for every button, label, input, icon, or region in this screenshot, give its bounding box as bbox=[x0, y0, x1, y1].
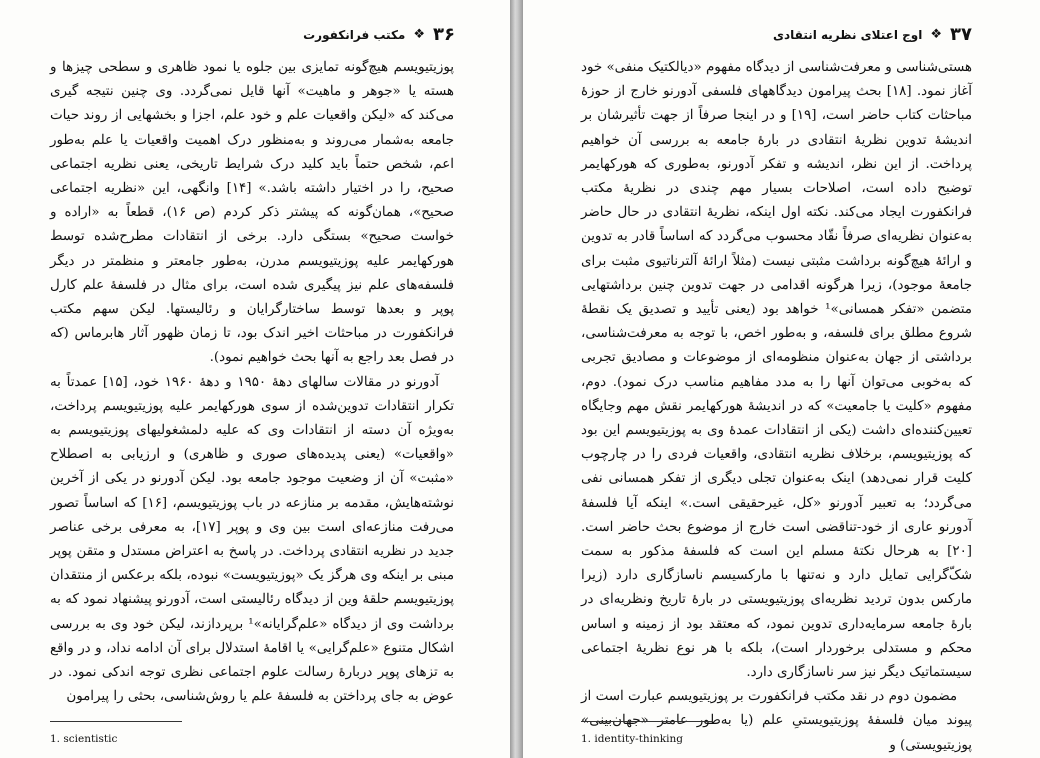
page-body bbox=[50, 56, 454, 709]
footnote-rule bbox=[581, 721, 713, 722]
paragraph: هستی‌شناسی و معرفت‌شناسی از دیدگاه مفهوم «دیالکتیک منفی» خود آغاز نمود. [۱۸] بحث پیرامون دیدگاههای فلسفی آدورنو خارج از حوزهٔ مباحثات کتاب حاضر است، [۱۹] و در اینجا صرفاً از جهت تأثیرشان بر اندیشهٔ تدوین نظریهٔ انتقادی در بارهٔ جامعه به بررسی آن خواهیم پرداخت. از این نظر، اندیشه و تفکر آدورنو، به‌طوری که هورکهایمر توضیح داده است، اصلاحات بسیار مهم چندی در نظریهٔ مکتب فرانکفورت ایجاد می‌کند. نکته اول اینکه، نظریهٔ انتقادی در حال حاضر به‌عنوان نظریه‌ای صرفاً نقّاد محسوب می‌گردد که اساساً قادر به تدوین و ارائهٔ هیچ‌گونه برداشت مثبتی نیست (مثلاً ارائهٔ آلترناتیوی مثبت برای جامعهٔ موجود)، زیرا هرگونه اقدامی در جهت تدوین چنین برداشتهایی متضمن «تفکر همسانی»¹ خواهد بود (یعنی تأیید و تصدیق یک نقطهٔ شروع مطلق برای فلسفه، و به‌طور اخص، با توجه به معرفت‌شناسی، برداشتی از جهان به‌عنوان منظومه‌ای از موضوعات و مصادیق تجربی که به‌خوبی می‌توان آنها را به مدد مفاهیم مناسب درک نمود). دوم، مفهوم «کلیت یا جامعیت» که در اندیشهٔ هورکهایمر نقش مهم وجایگاه تعیین‌کننده‌ای داشت (یکی از انتقادات عمدهٔ وی به پوزیتیویسم این بود که پوزیتیویسم، برخلاف نظریه انتقادی، واقعیات فردی را در چارچوب کلیت قرار نمی‌دهد) اینک به‌عنوان تجلی دیگری از تفکر همسانی نفی می‌گردد؛ به تعبیر آدورنو «کل، غیرحقیقی است.» اینکه آیا فلسفهٔ آدورنو عاری از خود-تناقضی است خارج از موضوع بحث حاضر است. [۲۰] به هرحال نکتهٔ مسلم این است که فلسفهٔ مذکور به سمت شکّ‌گرایی تمایل دارد و نه‌تنها با مارکسیسم ناسازگاری دارد (زیرا مارکس بدون تردید نظریه‌ای پوزیتیویستی در بارهٔ تاریخ ونظریه‌ای در بارهٔ جامعه سرمایه‌داری تدوین نمود، که معتقد بود از زمینه و اساس محکم و مستدلی برخوردار است)، بلکه با هر نوع نظریهٔ اجتماعی سیستماتیک دیگر نیز سر ناسازگاری دارد. bbox=[581, 60, 972, 681]
footnote: 1. identity-thinking bbox=[581, 733, 683, 745]
paragraph: آدورنو در مقالات سالهای دههٔ ۱۹۵۰ و دههٔ ۱۹۶۰ خود، [۱۵] عمدتاً به تکرار انتقادات تدوین‌شده از سوی هورکهایمر علیه پوزیتیویسم پرداخت، به‌ویژه آن دسته از انتقادات وی که علیه دلمشغولیهای پوزیتیویسم به «واقعیات» (یعنی پدیده‌های صوری و ظاهری) و ارزیابی به اصطلاح «مثبت» آن از وضعیت موجود جامعه بود. لیکن آدورنو در یکی از آخرین نوشته‌هایش، مقدمه بر منازعه در باب پوزیتیویسم، [۱۶] که اساساً تصور می‌رفت منازعه‌ای است بین وی و پوپر [۱۷]، به معرفی برخی عناصر جدید در نظریه انتقادی پرداخت. در پاسخ به اعتراض مستدل و متقن پوپر مبنی بر اینکه وی هرگز یک «پوزیتیویست» نبوده، بلکه برعکس از منتقدان پوزیتیویسم حلقهٔ وین از دیدگاه رئالیستی است، آدورنو پیشنهاد نمود که به برداشت وی از دیدگاه «علم‌گرایانه»¹ برپردازند، لیکن خود وی به بررسی اشکال متنوع «علم‌گرایی» یا اقامهٔ استدلال برای آن ادامه نداد، و در واقع به تزهای پوپر دربارهٔ رسالت علوم اجتماعی نظری توجه اندکی نمود. در عوض به جای پرداختن به فلسفهٔ علم یا روش‌شناسی، بحثی را پیرامون bbox=[50, 374, 455, 705]
page-number: ۳۶ bbox=[433, 24, 455, 45]
four-diamond-ornament-icon: ❖ bbox=[930, 27, 943, 42]
page-number: ۳۷ bbox=[950, 24, 972, 45]
left-page bbox=[0, 0, 510, 758]
paragraph: مضمون دوم در نقد مکتب فرانکفورت بر پوزیتیویسم عبارت است از پیوند میان فلسفهٔ پوزیتیویستیِ علم (یا به‌طور عامتر «جهان‌بینی» پوزیتیویستی) و bbox=[581, 689, 972, 753]
running-title: اوج اعتلای نظریه انتقادی bbox=[773, 27, 923, 42]
page-body bbox=[581, 56, 972, 758]
page-header bbox=[773, 24, 972, 45]
running-title: مکتب فرانکفورت bbox=[303, 27, 406, 42]
paragraph: پوزیتیویسم هیچ‌گونه تمایزی بین جلوه یا نمود ظاهری و سطحی چیزها و هسته یا «جوهر و ماهیت» آنها قایل نمی‌گردد. وی چنین نتیجه گیری می‌کند که «لیکن واقعیات علم و خود علم، اجزا و بخشهایی از روند حیات جامعه به‌شمار می‌روند و به‌منظور درک اهمیت واقعیات یا علم به‌طور اعم، شخص حتماً باید کلید درک شرایط تاریخی، یعنی نظریه اجتماعی صحیح، را در اختیار داشته باشد.» [۱۴] وانگهی، این «نظریه اجتماعی صحیح»، همان‌گونه که پیشتر ذکر کردم (ص ۱۶)، قطعاً به «اراده و خواست صحیح» بستگی دارد. برخی از انتقادات مطرح‌شده توسط هورکهایمر علیه پوزیتیویسم مدرن، به‌طور جامعتر و منظمتر در دیگر فلسفه‌های علم نیز پیگیری شده است، برای مثال در فلسفهٔ علم کارل پوپر و بعدها توسط ساختارگرایان و رئالیستها. لیکن سهم مکتب فرانکفورت در مباحثات اخیر اندک بود، تا زمان ظهور آثار هابرماس (که در فصل بعد راجع به آنها بحث خواهیم نمود). bbox=[50, 60, 454, 366]
right-page bbox=[523, 0, 1040, 758]
footnote: 1. scientistic bbox=[50, 733, 118, 745]
page-header bbox=[303, 24, 455, 45]
book-gutter bbox=[510, 0, 523, 758]
footnote-rule bbox=[50, 721, 182, 722]
four-diamond-ornament-icon: ❖ bbox=[413, 27, 426, 42]
